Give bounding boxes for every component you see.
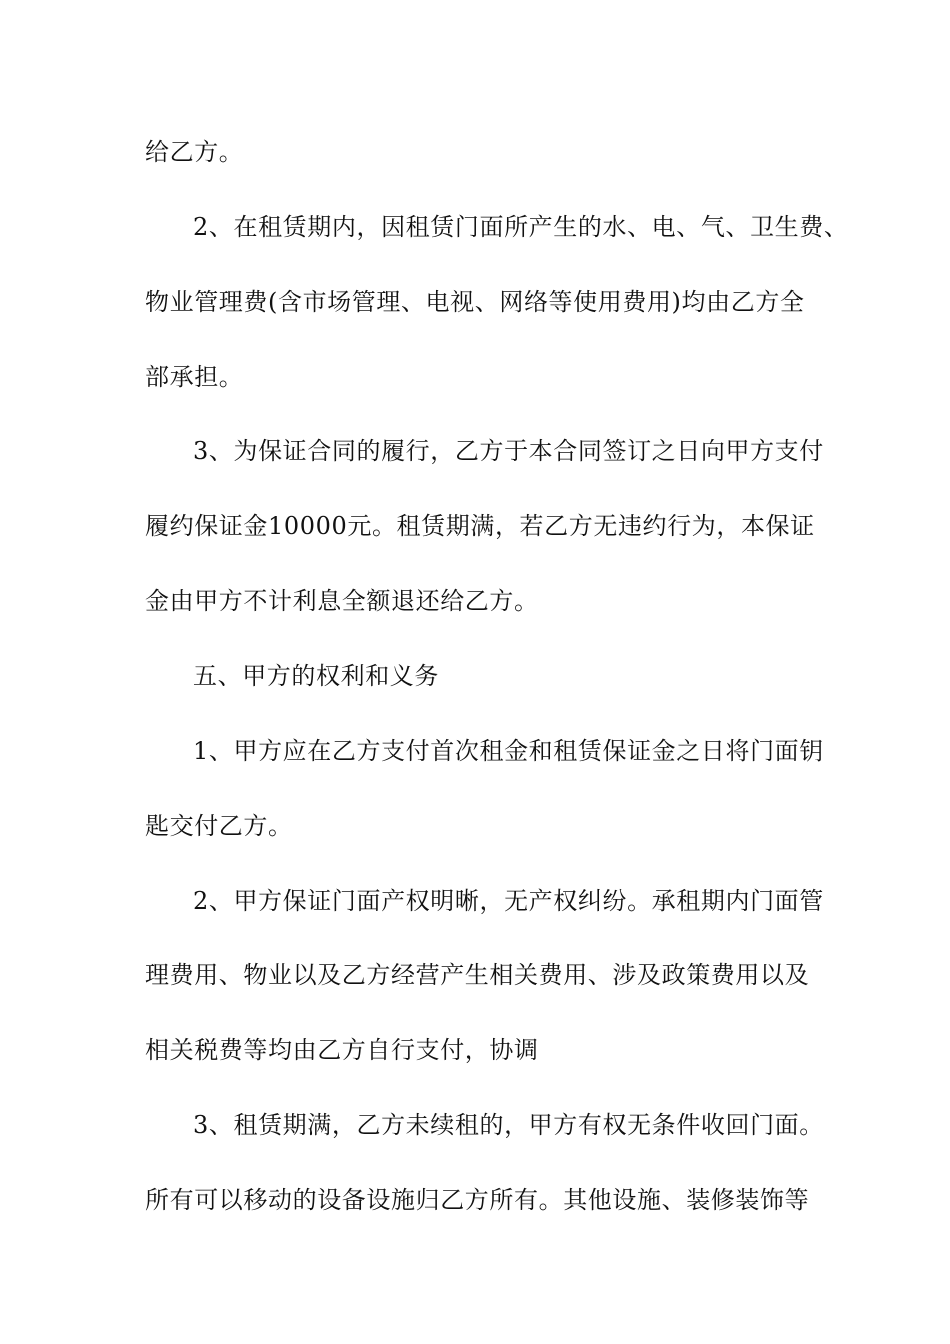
text-line-4: 部承担。	[145, 363, 244, 391]
text-line-9: 1、甲方应在乙方支付首次租金和租赁保证金之日将门面钥	[193, 737, 824, 765]
text-line-7: 金由甲方不计利息全额退还给乙方。	[145, 587, 539, 615]
text-line-13: 相关税费等均由乙方自行支付，协调	[145, 1036, 539, 1064]
text-line-10: 匙交付乙方。	[145, 812, 293, 840]
text-line-5: 3、为保证合同的履行，乙方于本合同签订之日向甲方支付	[193, 437, 824, 465]
text-line-11: 2、甲方保证门面产权明晰，无产权纠纷。承租期内门面管	[193, 887, 824, 915]
text-line-2: 2、在租赁期内，因租赁门面所产生的水、电、气、卫生费、	[193, 213, 849, 241]
text-line-12: 理费用、物业以及乙方经营产生相关费用、涉及政策费用以及	[145, 961, 810, 989]
text-line-14: 3、租赁期满，乙方未续租的，甲方有权无条件收回门面。	[193, 1111, 824, 1139]
section-heading: 五、甲方的权利和义务	[193, 662, 439, 690]
text-line-1: 给乙方。	[145, 138, 244, 166]
text-line-6: 履约保证金10000元。租赁期满，若乙方无违约行为，本保证	[145, 512, 815, 540]
text-line-3: 物业管理费(含市场管理、电视、网络等使用费用)均由乙方全	[145, 288, 805, 316]
text-line-15: 所有可以移动的设备设施归乙方所有。其他设施、装修装饰等	[145, 1186, 810, 1214]
